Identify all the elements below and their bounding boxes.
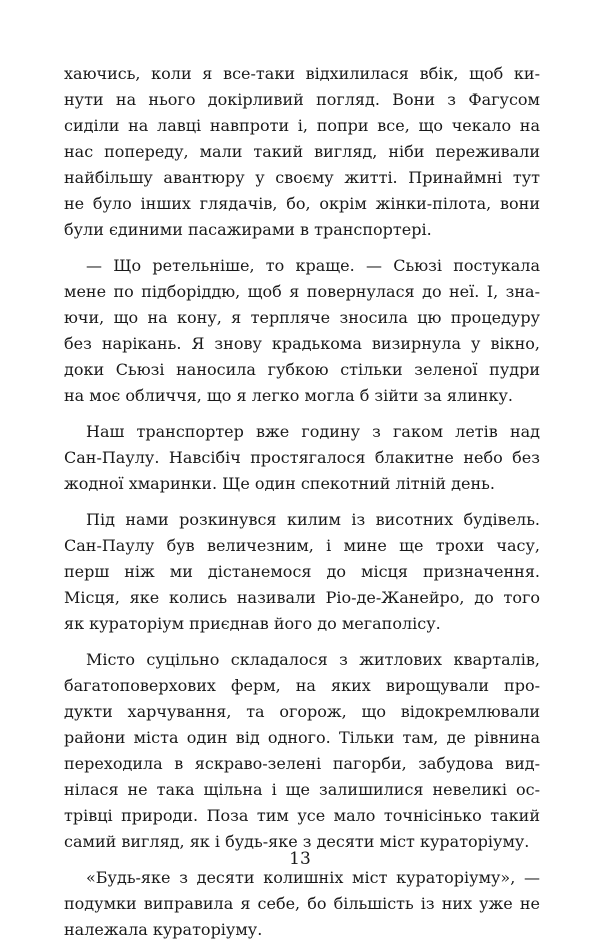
page-number: 13: [289, 849, 311, 869]
text-line: багатоповерхових ферм, на яких вирощували про-: [64, 676, 540, 695]
text-line: «Будь-яке з десяти колишніх міст кураторіуму», —: [86, 868, 540, 887]
text-line: — Що ретельніше, то краще. — Сьюзі постукала: [86, 256, 540, 275]
text-line: без нарікань. Я знову крадькома визирнула у вікно,: [64, 334, 540, 353]
text-line: дукти харчування, та огорож, що відокремлювали: [64, 702, 540, 721]
text-line: Під нами розкинувся килим із висотних будівель.: [86, 510, 540, 529]
text-line: подумки виправила я себе, бо більшість із них уже не: [64, 894, 540, 913]
text-line: жодної хмаринки. Ще один спекотний літній день.: [64, 474, 495, 493]
text-line: самий вигляд, як і будь-яке з десяти міст кураторіуму.: [64, 832, 530, 851]
paragraph: [64, 419, 540, 497]
paragraph: [64, 647, 540, 855]
text-line: райони міста один від одного. Тільки там, де рівнина: [64, 728, 540, 747]
text-line: Сан-Паулу. Навсібіч простягалося блакитне небо без: [64, 448, 540, 467]
text-line: сиділи на лавці навпроти і, попри все, що чекало на: [64, 116, 540, 135]
paragraph: [64, 253, 540, 409]
text-line: як кураторіум приєднав його до мегаполісу.: [64, 614, 441, 633]
paragraph: [64, 61, 540, 243]
text-line: хаючись, коли я все-таки відхилилася вбік, щоб ки-: [64, 64, 540, 83]
text-line: Місця, яке колись називали Ріо-де-Жанейро, до того: [64, 588, 540, 607]
text-line: трівці природи. Поза тим усе мало точнісінько такий: [64, 806, 540, 825]
text-line: були єдиними пасажирами в транспортері.: [64, 220, 432, 239]
book-page-text: [64, 61, 540, 943]
paragraph: [64, 865, 540, 943]
text-line: Наш транспортер вже годину з гаком летів над: [86, 422, 540, 441]
text-line: ючи, що на кону, я терпляче зносила цю процедуру: [64, 308, 540, 327]
text-line: перш ніж ми дістанемося до місця призначення.: [64, 562, 540, 581]
text-line: доки Сьюзі наносила губкою стільки зеленої пудри: [64, 360, 540, 379]
text-line: переходила в яскраво-зелені пагорби, забудова вид-: [64, 754, 540, 773]
text-line: не було інших глядачів, бо, окрім жінки-пілота, вони: [64, 194, 540, 213]
text-line: нас попереду, мали такий вигляд, ніби переживали: [64, 142, 540, 161]
text-line: Місто суцільно складалося з житлових кварталів,: [86, 650, 540, 669]
text-line: найбільшу авантюру у своєму житті. Принаймні тут: [64, 168, 540, 187]
text-line: мене по підборіддю, щоб я повернулася до неї. І, зна-: [64, 282, 540, 301]
text-line: нути на нього докірливий погляд. Вони з Фагусом: [64, 90, 540, 109]
text-line: Сан-Паулу був величезним, і мине ще трохи часу,: [64, 536, 540, 555]
text-line: нілася не така щільна і ще залишилися невеликі ос-: [64, 780, 540, 799]
text-line: належала кураторіуму.: [64, 920, 263, 939]
text-line: на моє обличчя, що я легко могла б зійти за ялинку.: [64, 386, 513, 405]
paragraph: [64, 507, 540, 637]
